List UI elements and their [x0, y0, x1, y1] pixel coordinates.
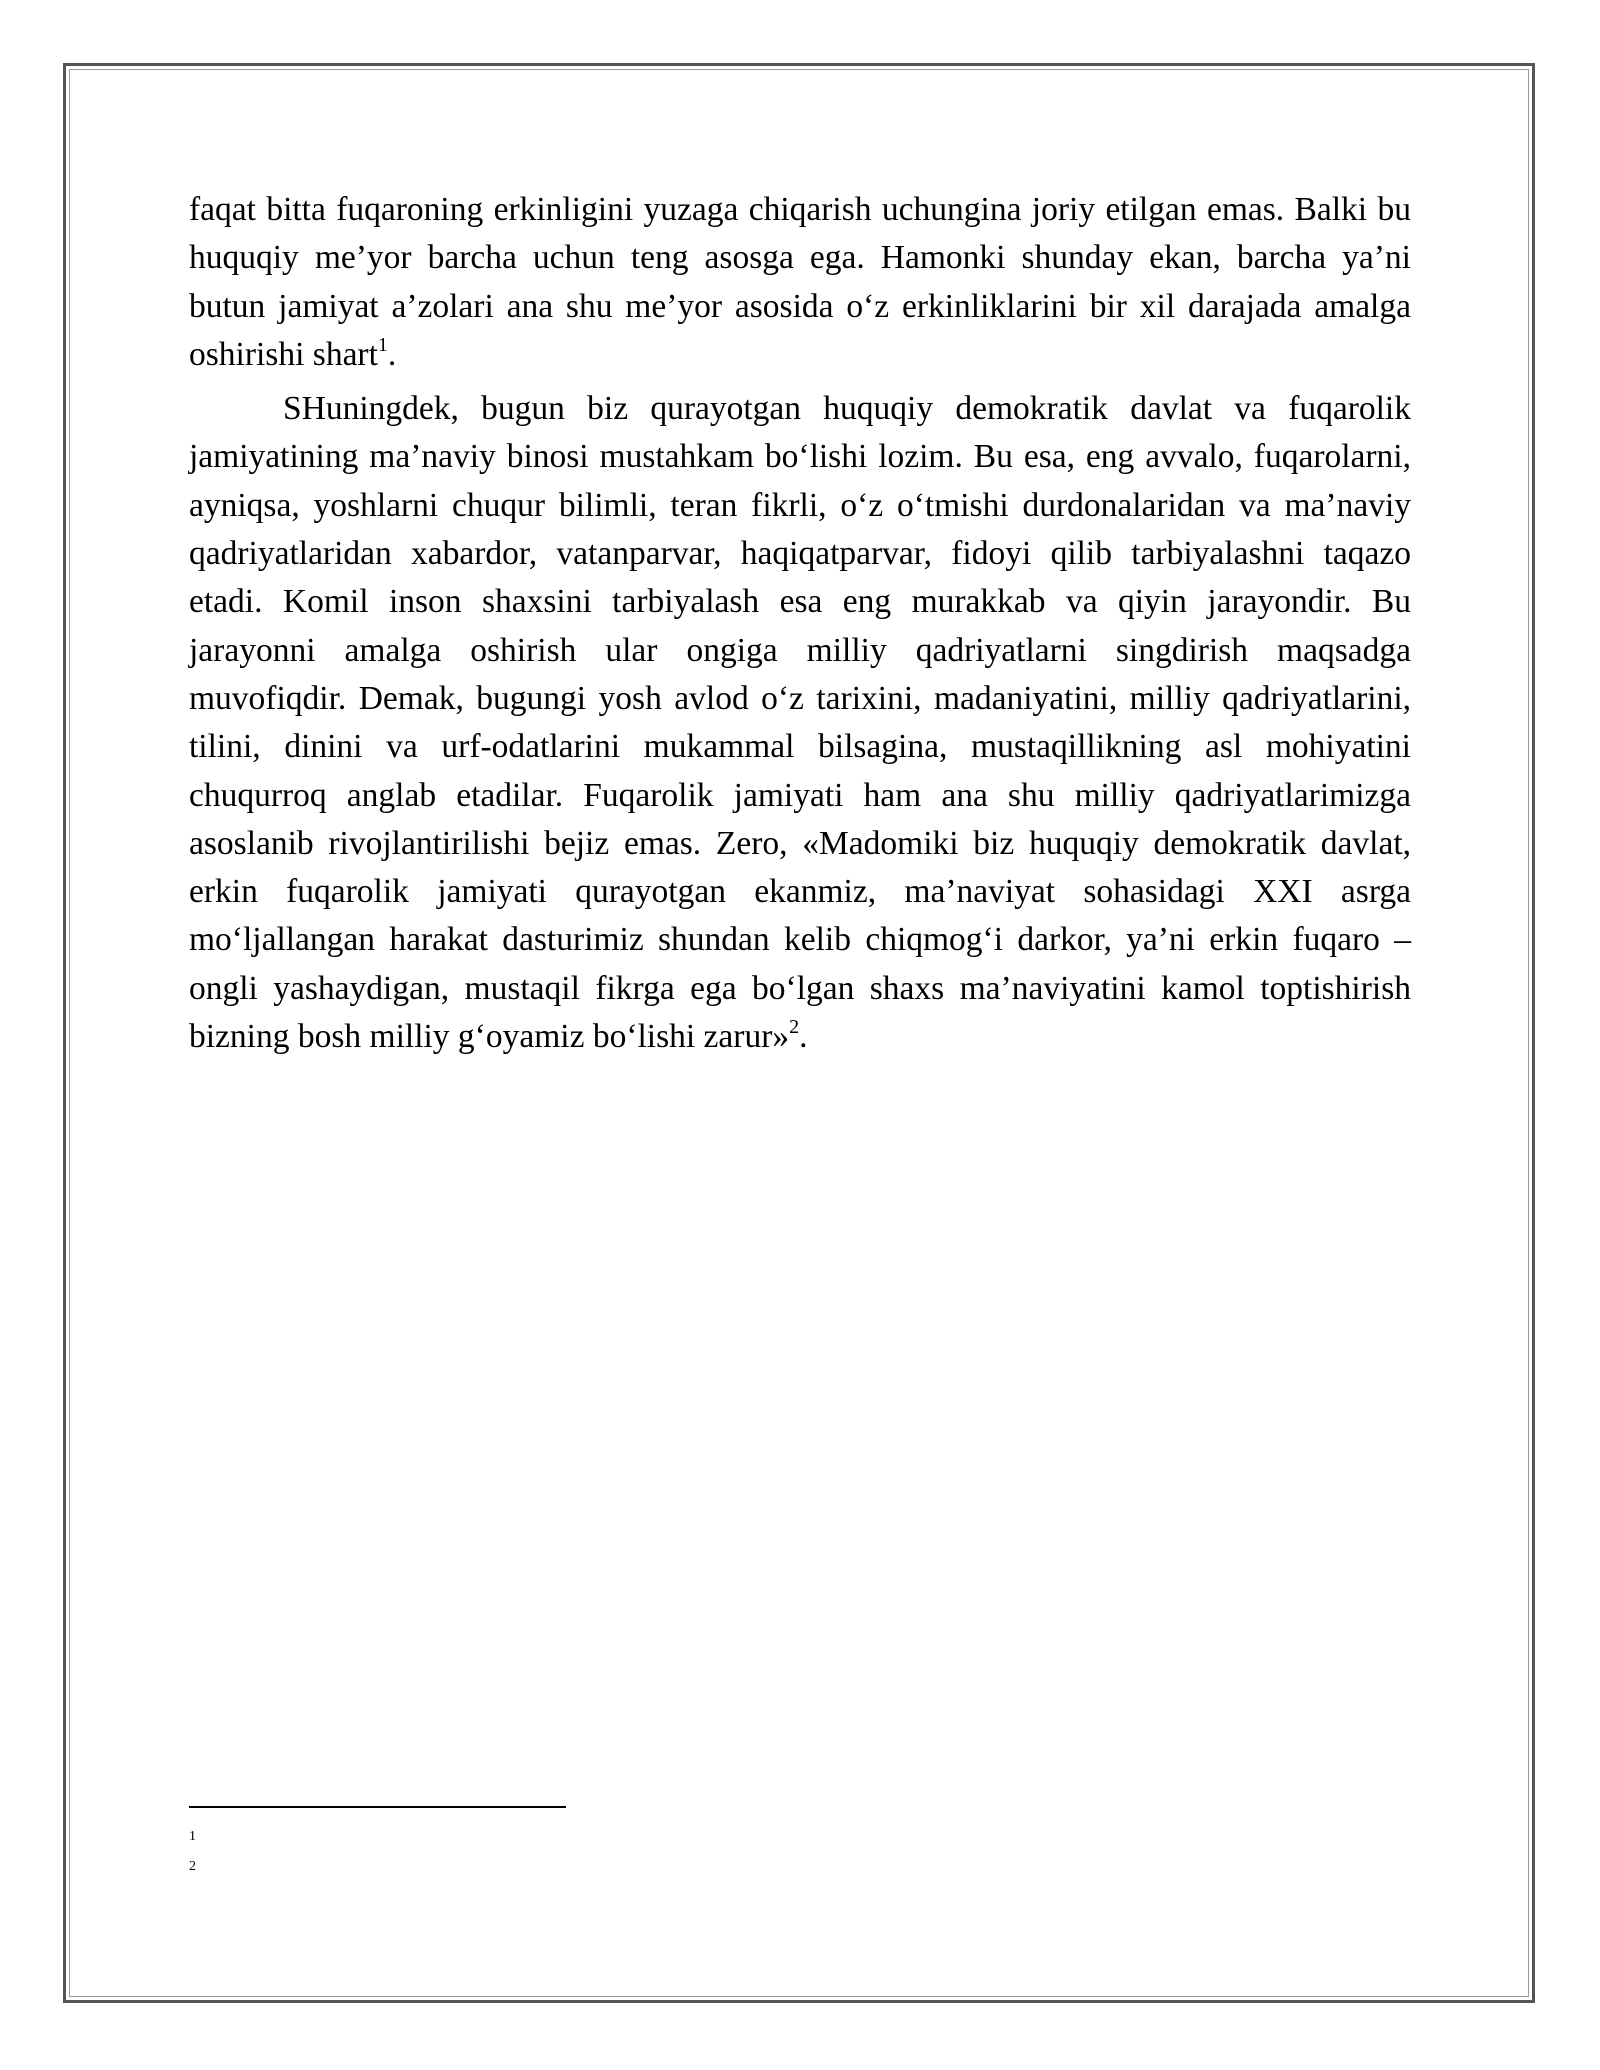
footnote-separator	[189, 1806, 566, 1808]
paragraph-2-text: SHuningdek, bugun biz qurayotgan huquqiy demokratik davlat va fuqarolik jamiyatining ma’naviy binosi mustahkam bo‘lishi lozim. Bu esa, eng avvalo, fuqarolarni, ayniqsa, yoshlarni chuqur bilimli, teran fikrli, o‘z o‘tmishi durdonalaridan va ma’naviy qadriyatlaridan xabardor, vatanparvar, haqiqatparvar, fidoyi qilib tarbiyalashni taqazo etadi. Komil inson shaxsini tarbiyalash esa eng murakkab va qiyin jarayondir. Bu jarayonni amalga oshirish ular ongiga milliy qadriyatlarni singdirish maqsadga muvofiqdir. Demak, bugungi yosh avlod o‘z tarixini, madaniyatini, milliy qadriyatlarini, tilini, dinini va urf-odatlarini mukammal bilsagina, mustaqillikning asl mohiyatini chuqurroq anglab etadilar. Fuqarolik jamiyati ham ana shu milliy qadriyatlarimizga asoslanib rivojlantirilishi bejiz emas. Zero, «Madomiki biz huquqiy demokratik davlat, erkin fuqarolik jamiyati qurayotgan ekanmiz, ma’naviyat sohasidagi XXI asrga mo‘ljallangan harakat dasturimiz shundan kelib chiqmog‘i darkor, ya’ni erkin fuqaro – ongli yashaydigan, mustaqil fikrga ega bo‘lgan shaxs ma’naviyatini kamol toptishirish bizning bosh milliy g‘oyamiz bo‘lishi zarur»	[189, 390, 1411, 1056]
footnote-number: 2	[189, 1859, 196, 1874]
paragraph-1-text: faqat bitta fuqaroning erkinligini yuzaga chiqarish uchungina joriy etilgan emas. Balki bu huquqiy me’yor barcha uchun teng asosga ega. Hamonki shunday ekan, barcha ya’ni butun jamiyat a’zolari ana shu me’yor asosida o‘z erkinliklarini bir xil darajada amalga oshirishi shart	[189, 191, 1411, 373]
footnote-ref-2[interactable]: 2	[789, 1015, 800, 1038]
paragraph-1	[189, 186, 1411, 379]
footnote-1	[189, 1822, 196, 1852]
footnote-number: 1	[189, 1829, 196, 1844]
paragraph-2	[189, 385, 1411, 1061]
footnote-ref-1[interactable]: 1	[377, 333, 388, 356]
paragraph-1-end: .	[387, 335, 397, 373]
footnotes-area	[189, 1822, 196, 1882]
footnote-2	[189, 1852, 196, 1882]
paragraph-2-end: .	[799, 1018, 808, 1056]
document-body	[189, 186, 1411, 1061]
